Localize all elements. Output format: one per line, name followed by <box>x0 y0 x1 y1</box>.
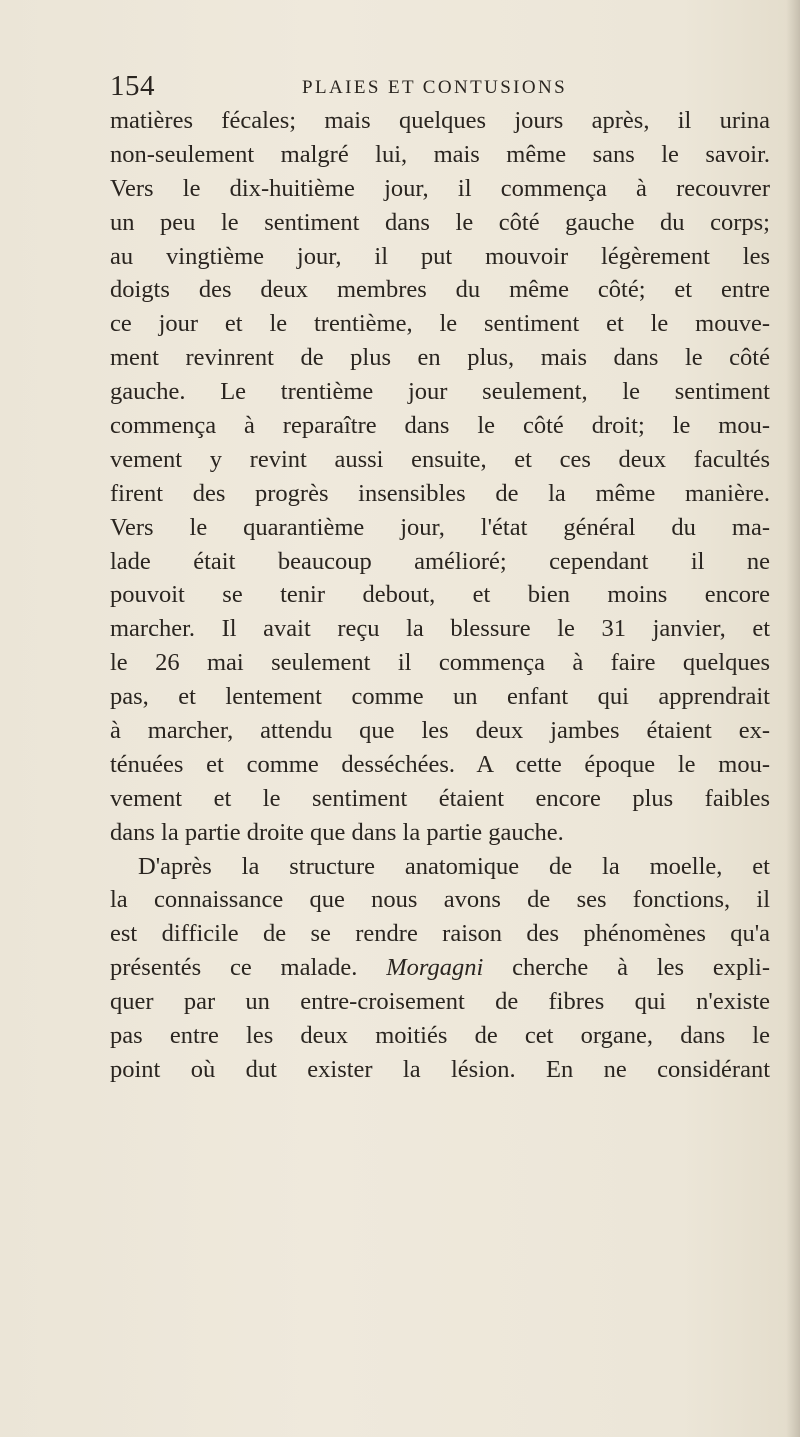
author-name-italic: Morgagni <box>386 954 484 982</box>
text-line: ténuées et comme desséchées. A cette époque le mou- <box>110 750 770 778</box>
text-line: ment revinrent de plus en plus, mais dans le côté <box>110 344 770 372</box>
text-line: vement et le sentiment étaient encore plus faibles <box>110 784 770 812</box>
text-line: au vingtième jour, il put mouvoir légèrement les <box>110 242 770 270</box>
text-line: dans la partie droite que dans la partie gauche. <box>110 818 564 846</box>
text-line: Vers le dix-huitième jour, il commença à recouvrer <box>110 174 770 202</box>
text-line: lade était beaucoup amélioré; cependant il ne <box>110 547 770 575</box>
text-line: ce jour et le trentième, le sentiment et le mouve- <box>110 310 770 338</box>
text-line: le 26 mai seulement il commença à faire quelques <box>110 649 770 677</box>
running-head: PLAIES ET CONTUSIONS <box>302 77 568 98</box>
text-line: point où dut exister la lésion. En ne considérant <box>110 1055 770 1083</box>
text-line: pouvoit se tenir debout, et bien moins encore <box>110 581 770 609</box>
text-line-with-name <box>110 951 770 985</box>
page-edge-shadow <box>786 0 800 1437</box>
text-line: quer par un entre-croisement de fibres qui n'existe <box>110 988 770 1016</box>
text-line: Vers le quarantième jour, l'état général du ma- <box>110 513 770 541</box>
text-line: non-seulement malgré lui, mais même sans le savoir. <box>110 140 770 168</box>
text-line: un peu le sentiment dans le côté gauche du corps; <box>110 208 770 236</box>
text-line: matières fécales; mais quelques jours après, il urina <box>110 107 770 134</box>
page-number: 154 <box>110 70 155 102</box>
text-line: vement y revint aussi ensuite, et ces deux facultés <box>110 445 770 473</box>
text-line: pas entre les deux moitiés de cet organe, dans le <box>110 1022 770 1050</box>
text-line: firent des progrès insensibles de la même manière. <box>110 479 770 507</box>
text-segment: présentés ce malade. <box>110 954 387 982</box>
text-line: marcher. Il avait reçu la blessure le 31 janvier, et <box>110 615 770 643</box>
text-line: la connaissance que nous avons de ses fonctions, il <box>110 886 770 914</box>
text-segment: cherche à les expli- <box>483 954 770 982</box>
text-line: commença à reparaître dans le côté droit; le mou- <box>110 412 770 440</box>
body-text <box>110 104 770 1087</box>
text-line: pas, et lentement comme un enfant qui apprendrait <box>110 683 770 711</box>
text-line: gauche. Le trentième jour seulement, le sentiment <box>110 378 770 406</box>
text-line: à marcher, attendu que les deux jambes étaient ex- <box>110 717 770 745</box>
text-line: doigts des deux membres du même côté; et entre <box>110 276 770 304</box>
text-line: est difficile de se rendre raison des phénomènes qu'a <box>110 920 770 948</box>
paragraph-first-line: D'après la structure anatomique de la moelle, et <box>138 852 770 880</box>
